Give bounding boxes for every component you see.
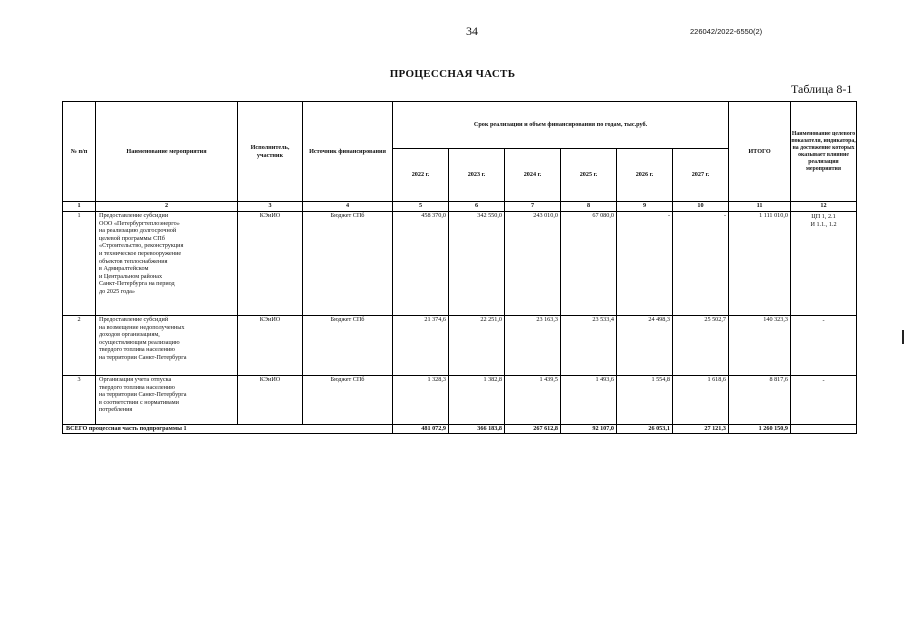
row-total: 140 323,3 bbox=[729, 316, 791, 376]
column-number: 5 bbox=[393, 202, 449, 212]
header-source: Источник финансирования bbox=[303, 102, 393, 202]
row-num: 2 bbox=[63, 316, 96, 376]
row-year-value: 1 554,8 bbox=[617, 376, 673, 425]
header-year: 2025 г. bbox=[561, 149, 617, 202]
document-code: 226042/2022-6550(2) bbox=[690, 27, 763, 36]
header-period-group: Срок реализации и объем финансирования по годам, тыс.руб. bbox=[393, 102, 729, 149]
row-year-value: 21 374,6 bbox=[393, 316, 449, 376]
header-year: 2022 г. bbox=[393, 149, 449, 202]
total-year-value: 27 121,3 bbox=[673, 425, 729, 434]
column-number: 9 bbox=[617, 202, 673, 212]
row-year-value: 1 618,6 bbox=[673, 376, 729, 425]
row-year-value: - bbox=[617, 212, 673, 316]
total-grand-value: 1 260 150,9 bbox=[729, 425, 791, 434]
process-plan-table bbox=[62, 101, 857, 434]
header-executor: Исполнитель, участник bbox=[238, 102, 303, 202]
header-year: 2026 г. bbox=[617, 149, 673, 202]
row-indicator: ЦП 1, 2.1 И 1.1., 1.2 bbox=[791, 212, 857, 316]
row-year-value: 23 163,3 bbox=[505, 316, 561, 376]
header-total: ИТОГО bbox=[729, 102, 791, 202]
column-number: 12 bbox=[791, 202, 857, 212]
row-source: Бюджет СПб bbox=[303, 212, 393, 316]
column-number: 4 bbox=[303, 202, 393, 212]
header-year: 2027 г. bbox=[673, 149, 729, 202]
total-year-value: 267 612,8 bbox=[505, 425, 561, 434]
column-number: 8 bbox=[561, 202, 617, 212]
column-number: 11 bbox=[729, 202, 791, 212]
total-year-value: 481 072,9 bbox=[393, 425, 449, 434]
header-year: 2023 г. bbox=[449, 149, 505, 202]
row-source: Бюджет СПб bbox=[303, 316, 393, 376]
row-year-value: 24 498,3 bbox=[617, 316, 673, 376]
row-total: 8 817,6 bbox=[729, 376, 791, 425]
total-indicator-empty bbox=[791, 425, 857, 434]
row-year-value: - bbox=[673, 212, 729, 316]
row-activity-name: Предоставление субсидий на возмещение недополученных доходов организациям, осуществляющим реализацию твердого топлива населению на территории Санкт-Петербурга bbox=[96, 316, 238, 376]
row-year-value: 22 251,0 bbox=[449, 316, 505, 376]
row-source: Бюджет СПб bbox=[303, 376, 393, 425]
column-number: 3 bbox=[238, 202, 303, 212]
column-number: 7 bbox=[505, 202, 561, 212]
row-total: 1 111 010,0 bbox=[729, 212, 791, 316]
column-number-row bbox=[63, 202, 857, 212]
row-activity-name: Предоставление субсидии ООО «Петербургтеплоэнерго» на реализацию долгосрочной целевой программы СПб «Строительство, реконструкция и техническое перевооружение объектов теплоснабжения в Адмиралтейском и Центральном районах Санкт-Петербурга на период до 2025 года» bbox=[96, 212, 238, 316]
header-indicator: Наименование целевого показателя, индикатора, на достижение которых оказывает влияние реализация мероприятия bbox=[791, 102, 857, 202]
row-indicator: - bbox=[791, 316, 857, 376]
row-year-value: 1 439,5 bbox=[505, 376, 561, 425]
table-row bbox=[63, 212, 857, 316]
total-row bbox=[63, 425, 857, 434]
section-title: ПРОЦЕССНАЯ ЧАСТЬ bbox=[389, 68, 516, 80]
header-year: 2024 г. bbox=[505, 149, 561, 202]
page-number: 34 bbox=[466, 24, 478, 38]
row-executor: КЭиИО bbox=[238, 316, 303, 376]
column-number: 2 bbox=[96, 202, 238, 212]
column-number: 1 bbox=[63, 202, 96, 212]
table-label: Таблица 8-1 bbox=[791, 82, 853, 96]
header-name: Наименование мероприятия bbox=[96, 102, 238, 202]
row-year-value: 1 493,6 bbox=[561, 376, 617, 425]
row-executor: КЭиИО bbox=[238, 376, 303, 425]
row-year-value: 342 550,0 bbox=[449, 212, 505, 316]
table-row bbox=[63, 316, 857, 376]
row-num: 1 bbox=[63, 212, 96, 316]
total-year-value: 366 183,8 bbox=[449, 425, 505, 434]
scan-edge-mark bbox=[902, 330, 904, 344]
row-year-value: 243 010,0 bbox=[505, 212, 561, 316]
total-row-label: ВСЕГО процессная часть подпрограммы 1 bbox=[63, 425, 393, 434]
total-year-value: 26 053,1 bbox=[617, 425, 673, 434]
row-year-value: 23 533,4 bbox=[561, 316, 617, 376]
header-num: № п/п bbox=[63, 102, 96, 202]
row-year-value: 458 370,0 bbox=[393, 212, 449, 316]
row-year-value: 1 328,3 bbox=[393, 376, 449, 425]
table-row bbox=[63, 376, 857, 425]
row-activity-name: Организация учета отпуска твердого топлива населению на территории Санкт-Петербурга в соответствии с нормативами потребления bbox=[96, 376, 238, 425]
row-num: 3 bbox=[63, 376, 96, 425]
row-year-value: 67 080,0 bbox=[561, 212, 617, 316]
row-year-value: 1 382,8 bbox=[449, 376, 505, 425]
row-year-value: 25 502,7 bbox=[673, 316, 729, 376]
row-executor: КЭиИО bbox=[238, 212, 303, 316]
column-number: 6 bbox=[449, 202, 505, 212]
row-indicator: - bbox=[791, 376, 857, 425]
column-number: 10 bbox=[673, 202, 729, 212]
total-year-value: 92 107,0 bbox=[561, 425, 617, 434]
